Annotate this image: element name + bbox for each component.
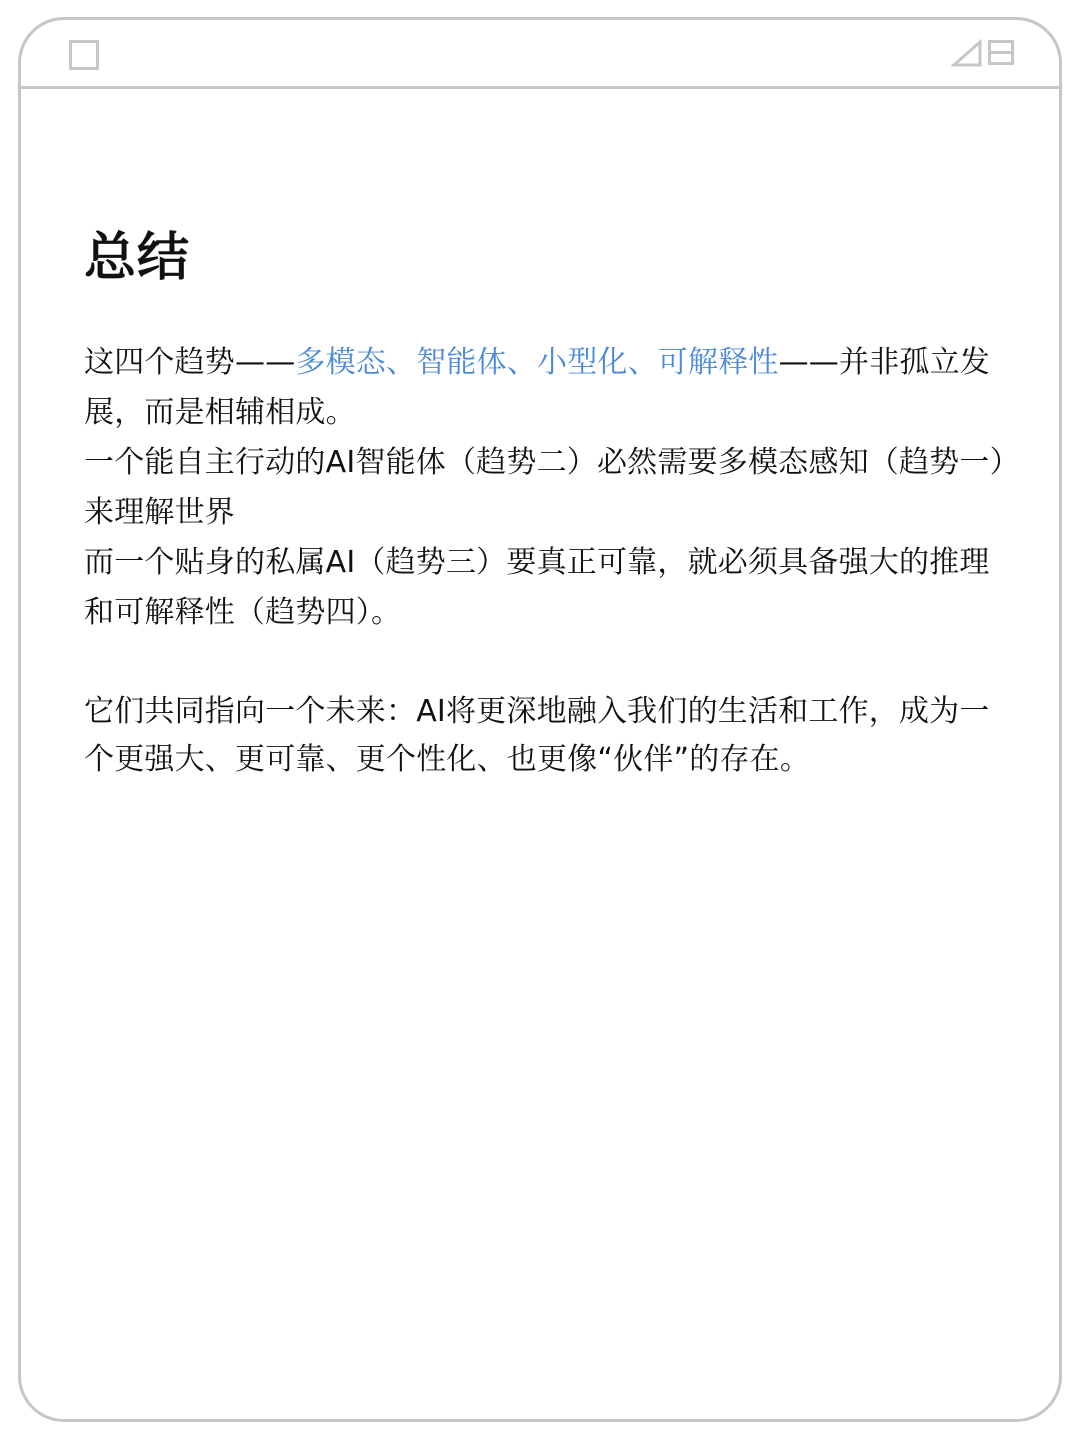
agent-sentence: 一个能自主行动的AI智能体（趋势二）必然需要多模态感知（趋势一）来理解世界 bbox=[84, 445, 1005, 530]
page-title: 总结 bbox=[84, 228, 191, 288]
article-content bbox=[84, 222, 1014, 784]
card-header-bar bbox=[21, 20, 1059, 89]
trend-list-highlight: 多模态、智能体、小型化、可解释性 bbox=[295, 345, 779, 380]
trend-intro-tail: ——并非孤立发展，而是相辅相成。 bbox=[84, 345, 991, 430]
square-icon bbox=[69, 40, 99, 70]
conclusion-paragraph: 它们共同指向一个未来：AI将更深地融入我们的生活和工作，成为一个更强大、更可靠、更个性化、也更像“伙伴”的存在。 bbox=[84, 694, 990, 777]
panel-icon bbox=[988, 40, 1014, 65]
triangle-icon bbox=[951, 39, 983, 67]
summary-paragraph bbox=[84, 338, 1014, 638]
personal-ai-sentence: 而一个贴身的私属AI（趋势三）要真正可靠，就必须具备强大的推理和可解释性（趋势四）。 bbox=[84, 545, 990, 630]
trend-intro-text: 这四个趋势—— bbox=[84, 345, 296, 380]
